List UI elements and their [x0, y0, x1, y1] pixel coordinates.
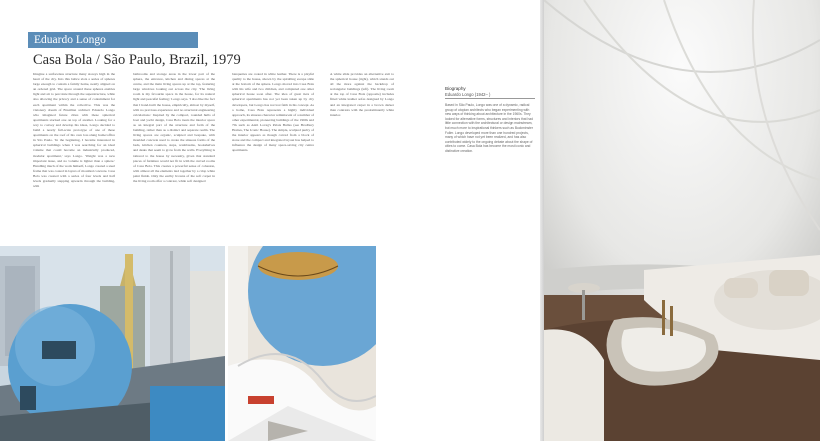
slide-photo	[228, 246, 376, 441]
living-room-photo	[544, 0, 820, 441]
photo-caption: A white slide provides an alternative exit to the spherical house (right), which stands out all the more against the backdrop of rectangular buildings (left). The living room at the top of Casa Bola (opposite) includes fitted white leather sofas designed by Longo and an integrated carpet in a brown darker than contrasts with the predominantly white interior.	[330, 72, 394, 117]
biography-heading: Biography	[445, 86, 466, 91]
biography-subheading: Eduardo Longo (1942– )	[445, 92, 491, 97]
biography-text: Based in São Paulo, Longo was one of a dynamic, radical group of utopian architects who began experimenting with new ways of thinking about architecture in the 1960s. They looked for alternative forms, structures and interiors that had little connection with the architectural or design mainstream, but much more to inspirational thinkers such as Buckminster Fuller. Longo developed more than one hundred projects, many of which have not yet been realized, and has also contributed widely to the ongoing debate about the shape of cities to come. Casa Bola has become the most iconic and distinctive creation.	[445, 103, 533, 153]
body-column-2: bathrooms and storage areas in the lower part of the sphere, the entrance, kitchen and dining spaces at the centre, and the main living spaces up at the top, featuring large windows looking out across the city. 'The living room is my favourite space in the house, for its natural light and peaceful feeling,' Longo says. 'I also like the fact that I hand-built the house, empirically, almost by myself, with no previous experience and no structural engineering calculations.' Inspired by the compact, rounded hulls of boat and yacht design, Casa Bola treats the interior space as an integral part of the structure and form of the building, rather than as a distinct and separate realm. The living spaces are organic, sculpted and bespoke, with moulded concrete used to create the sinuous forms of the beds, kitchen counters, steps, washbasins, bookshelves and desks that seem to grow from the walls. Everything is tailored to the house by necessity, given that standard pieces of furniture would not fit in with the curved rooms of Casa Bola. This creates a powerful sense of cohesion, with almost all the elements tied together by a crisp white paint finish. Only the earthy browns of the soft carpet in the living room offer a contrast, while soft designed	[133, 72, 215, 183]
exterior-sphere-photo	[0, 246, 225, 441]
body-column-1: Imagine a surfaceless structure many storeys high in the heart of the city. Into this lattice slots a series of spheres large enough to contain a family home, neatly aligned on an ordered grid. The space around these spheres enables light and air to percolate through the superstructure, while also allowing the privacy and a sense of containment for each apartment within the collective. This was the visionary dream of Brazilian architect Eduardo Longo who imagined future cities with these spherical apartments stacked one on top of another. Looking for a way to convey and develop his ideas, Longo decided to build a nearly full-scale prototype of one of these apartments on the roof of his own low-slung home/office in São Paulo. 'In the beginning, I became interested in spherical buildings when I was searching for an ideal volume that could become an industrially produced, modular apartment,' says Longo. 'Weight was a new important issue, and no volume is lighter than a sphere.' Handling much of the work himself, Longo created a steel frame that was coated in layers of moulded concrete. Casa Bola was created with a series of four levels and half levels gradually stepping upwards through the building, with	[33, 72, 115, 189]
biography-divider	[445, 98, 535, 99]
body-column-3: banquettes are coated in white leather. There is a playful quality to the house, shown by the spiralling escape slide at the bottom of the sphere. Longo moved into Casa Bola with his wife and two children, and completed one other spherical house soon after. The idea of great tiers of spherical apartments has not yet been taken up by city developers, but Longo has not lost faith in his concept. As a home, Casa Bola represents a highly individual approach, its sinuous character reminiscent of a number of other experimental, pioneering buildings of the 1960s and 70s such as Antti Lovag's Palais Bulles (see Bradbury Homes, The Iconic House). The simple, sculpted purity of the interior appears as though carved from a block of stone and the compact and integrated layout has helped to influence the design of many space-saving city centre apartments.	[232, 72, 314, 153]
architect-banner: Eduardo Longo	[28, 32, 198, 48]
page-title: Casa Bola / São Paulo, Brazil, 1979	[33, 52, 241, 68]
